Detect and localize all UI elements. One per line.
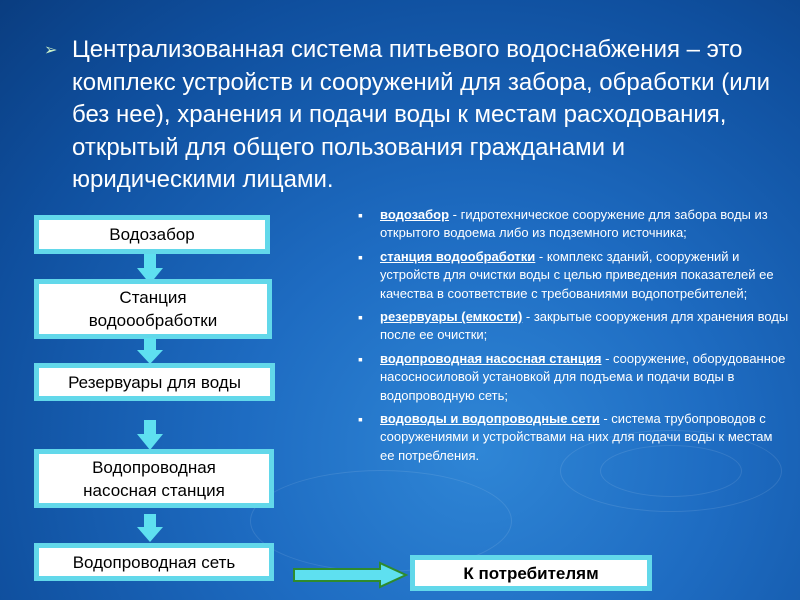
box-pump-station-label-1: Водопроводная xyxy=(92,457,216,477)
definition-text: - закрытые сооружения для хранения воды после ее очистки; xyxy=(380,309,789,343)
bullet-arrow-icon: ➢ xyxy=(44,42,58,59)
down-arrow-icon xyxy=(137,338,163,364)
box-network xyxy=(34,543,274,581)
definition-term: водозабор xyxy=(380,207,450,222)
box-reservoirs-label: Резервуары для воды xyxy=(68,372,241,392)
box-station-label-2: водоообработки xyxy=(88,311,218,330)
down-arrow-icon xyxy=(137,514,163,542)
definitions-list xyxy=(356,206,790,470)
slide-title: Централизованная система питьевого водоснабжения – это комплекс устройств и сооружений для забора, обработки (или без нее), хранения и подачи воды к местам расходования, открытый для общего пользования гражданами и юридическими лицами. xyxy=(72,36,771,194)
box-pump-station xyxy=(34,449,274,508)
definition-item xyxy=(356,308,790,345)
definition-item xyxy=(356,350,790,405)
box-station xyxy=(34,279,272,339)
box-network-label: Водопроводная сеть xyxy=(72,552,236,572)
definition-term: водопроводная насосная станция xyxy=(380,350,602,366)
definition-text: - комплекс зданий, сооружений и устройств для очистки воды с целью приведения показателей ее качества в соответствие с требованиями водопотребителей; xyxy=(380,248,774,301)
box-consumers-label: К потребителям xyxy=(463,563,599,583)
box-pump-station-label-2: насосная станция xyxy=(83,480,225,500)
right-arrow-icon xyxy=(292,561,410,589)
bullet-icon: ▪ xyxy=(358,309,363,326)
box-station-label-1: Станция xyxy=(119,288,187,307)
definition-item xyxy=(356,206,790,243)
bullet-icon: ▪ xyxy=(358,207,363,223)
definition-term: резервуары (емкости) xyxy=(380,309,523,325)
definition-item xyxy=(356,410,790,465)
box-vodozabor-label: Водозабор xyxy=(109,225,195,244)
box-vodozabor xyxy=(34,215,270,254)
down-arrow-icon xyxy=(137,420,163,450)
definition-text: - система трубопроводов с сооружениями и устройствами на них для подачи воды к местам ее потребления. xyxy=(380,411,773,463)
bullet-icon: ▪ xyxy=(358,248,363,265)
bullet-icon: ▪ xyxy=(358,411,363,428)
bullet-icon: ▪ xyxy=(358,350,363,367)
box-reservoirs xyxy=(34,363,275,401)
definition-text: - сооружение, оборудованное насосносиловой установкой для подъема и подачи воды в водопроводную сеть; xyxy=(380,350,786,403)
definition-term: водоводы и водопроводные сети xyxy=(380,411,600,427)
definition-term: станция водообработки xyxy=(380,248,536,264)
box-consumers xyxy=(410,555,652,591)
definition-item xyxy=(356,248,790,303)
definition-text: - гидротехническое сооружение для забора воды из открытого водоема либо из подземного источника; xyxy=(380,207,768,241)
